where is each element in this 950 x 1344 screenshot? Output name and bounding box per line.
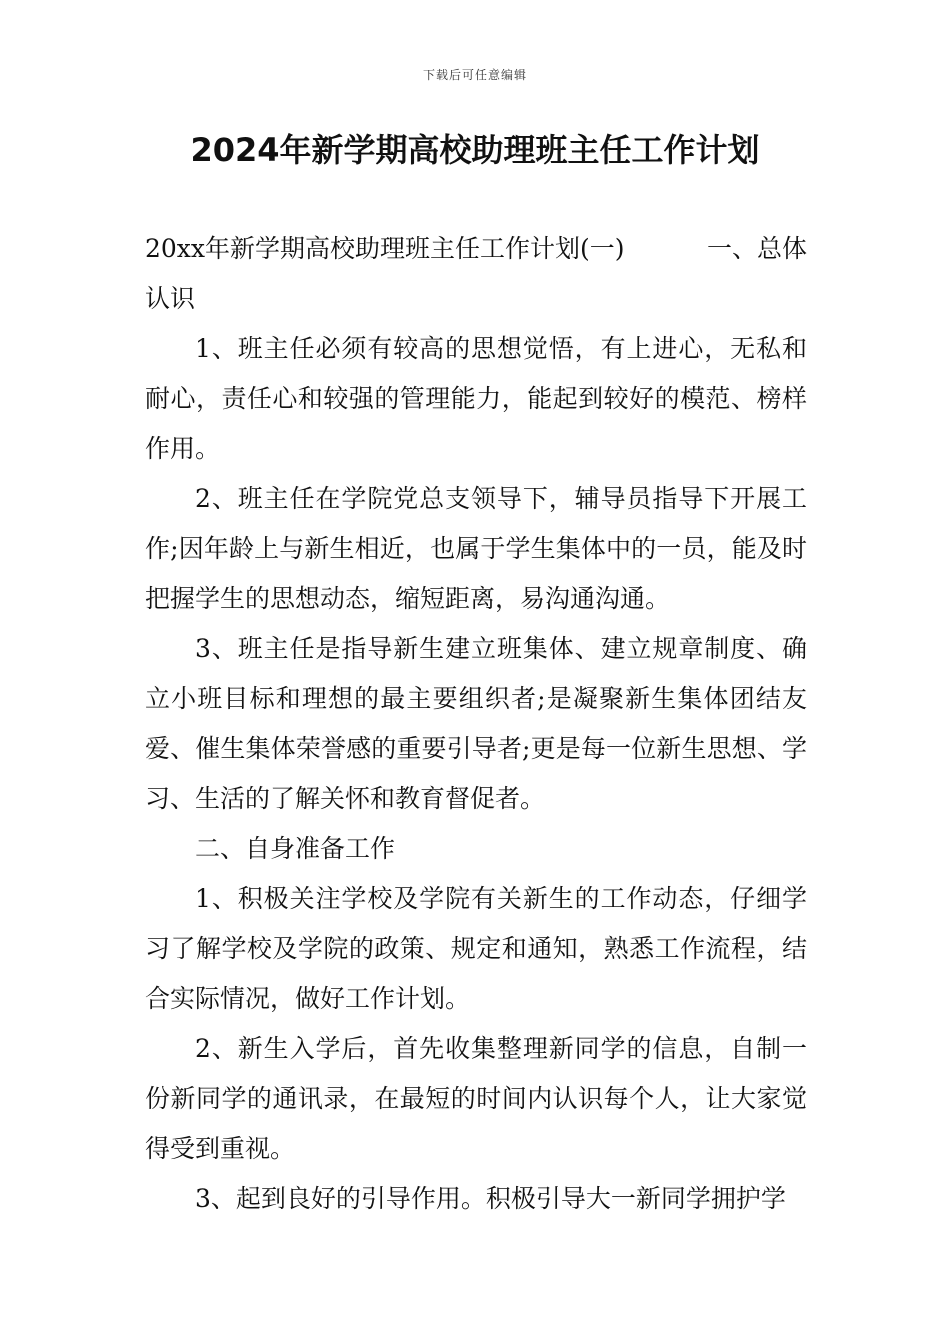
section-heading-overview: 一、总体 bbox=[706, 234, 807, 263]
document-body bbox=[145, 224, 807, 1224]
paragraph-1: 1、班主任必须有较高的思想觉悟，有上进心，无私和耐心，责任心和较强的管理能力，能起到较好的模范、榜样作用。 bbox=[145, 334, 807, 463]
paragraph-5: 2、新生入学后，首先收集整理新同学的信息，自制一份新同学的通讯录，在最短的时间内认识每个人，让大家觉得受到重视。 bbox=[145, 1034, 807, 1163]
section-heading-overview-tail: 认识 bbox=[145, 284, 196, 313]
header-note: 下载后可任意编辑 bbox=[422, 68, 527, 82]
intro-line bbox=[145, 224, 807, 274]
section-heading-preparation: 二、自身准备工作 bbox=[195, 834, 396, 863]
paragraph-3: 3、班主任是指导新生建立班集体、建立规章制度、确立小班目标和理想的最主要组织者;是凝聚新生集体团结友爱、催生集体荣誉感的重要引导者;更是每一位新生思想、学习、生活的了解关怀和教育督促者。 bbox=[145, 634, 807, 813]
paragraph-2: 2、班主任在学院党总支领导下，辅导员指导下开展工作;因年龄上与新生相近，也属于学生集体中的一员，能及时把握学生的思想动态，缩短距离，易沟通沟通。 bbox=[145, 484, 807, 613]
paragraph-4: 1、积极关注学校及学院有关新生的工作动态，仔细学习了解学校及学院的政策、规定和通知，熟悉工作流程，结合实际情况，做好工作计划。 bbox=[145, 884, 807, 1013]
plan-subtitle: 20xx年新学期高校助理班主任工作计划(一) bbox=[145, 234, 625, 263]
document-title: 2024年新学期高校助理班主任工作计划 bbox=[190, 131, 760, 169]
paragraph-6: 3、起到良好的引导作用。积极引导大一新同学拥护学 bbox=[195, 1184, 786, 1213]
